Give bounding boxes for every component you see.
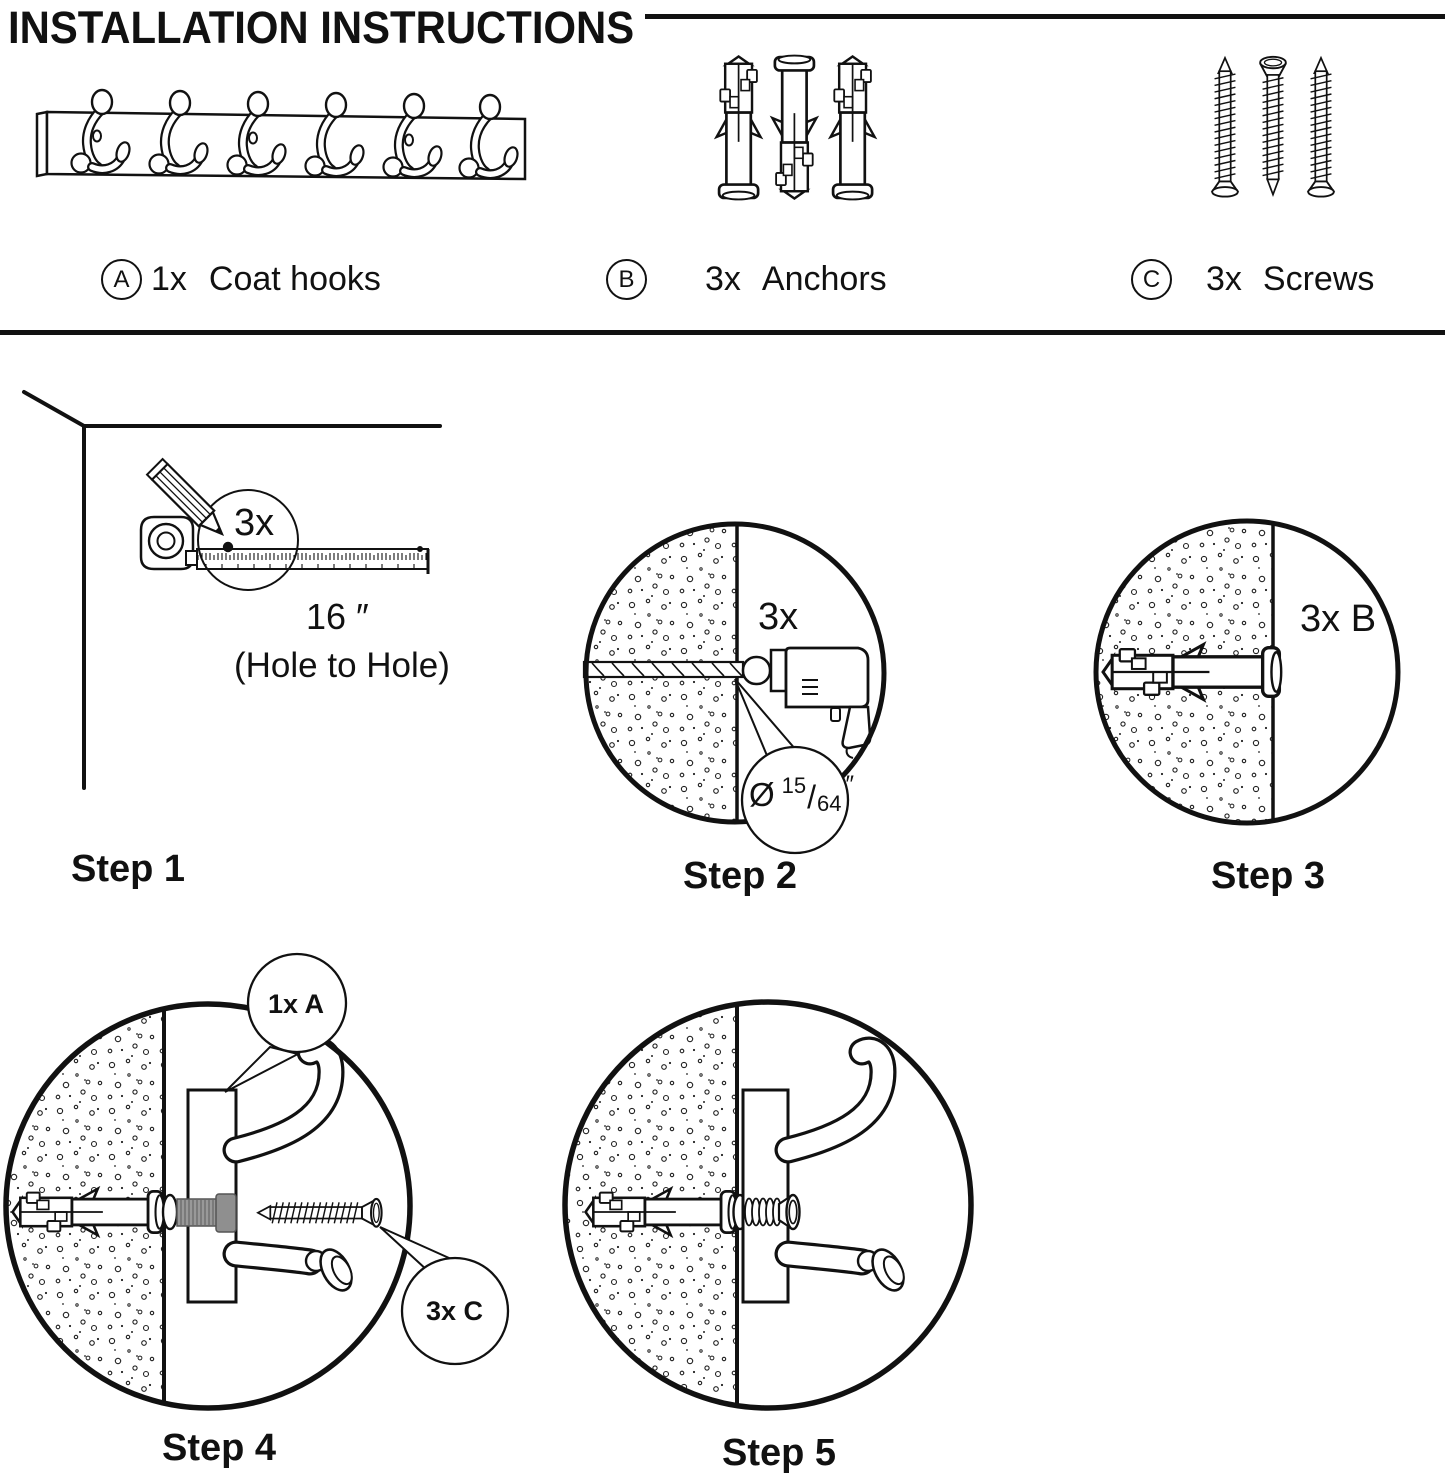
- pencil-mark-dot: [223, 542, 233, 552]
- anchors-icon: [717, 56, 875, 200]
- diameter-symbol: Ø: [749, 776, 775, 813]
- step4-label: Step 4: [162, 1427, 277, 1469]
- step1-note: (Hole to Hole): [234, 646, 450, 685]
- page-title: INSTALLATION INSTRUCTIONS: [8, 2, 635, 53]
- step3-illustration: [1096, 521, 1398, 823]
- step1-distance: 16 ″: [306, 596, 369, 637]
- part-badge-c: C: [1131, 259, 1172, 300]
- part-badge-a: A: [101, 259, 142, 300]
- step1-label: Step 1: [71, 848, 186, 890]
- screws-icon: [1212, 57, 1334, 197]
- step4-callout-part-a: 1x A: [268, 989, 325, 1019]
- diameter-denominator: 64: [817, 791, 842, 816]
- rack-board: [743, 1090, 788, 1302]
- screw-icon: [1260, 57, 1286, 195]
- part-label-anchors: [606, 259, 887, 300]
- anchor-icon: [717, 56, 761, 199]
- part-name: Screws: [1262, 260, 1375, 298]
- anchor-icon: [772, 56, 816, 199]
- diameter-slash: /: [807, 779, 817, 815]
- part-qty: 1x: [151, 260, 187, 298]
- anchor-icon: [831, 56, 875, 199]
- screw-icon: [1212, 58, 1238, 197]
- screw-driven-icon: [745, 1195, 800, 1229]
- tape-measure-icon: [141, 517, 428, 574]
- step4-illustration: [6, 954, 508, 1408]
- step3-count: 3x B: [1300, 598, 1377, 640]
- screw-shank-gray: [177, 1194, 236, 1232]
- section-divider: [0, 330, 1445, 335]
- part-name: Coat hooks: [208, 260, 381, 298]
- step3-label: Step 3: [1211, 855, 1326, 897]
- step2-drill-diameter: [749, 771, 855, 816]
- part-qty: 3x: [1206, 260, 1242, 298]
- part-badge-b: B: [606, 259, 647, 300]
- screw-icon: [1308, 58, 1334, 197]
- coat-hooks-rack-icon: [37, 90, 525, 179]
- step2-label: Step 2: [683, 855, 798, 897]
- wall-corner-icon: [24, 392, 440, 788]
- part-name: Anchors: [761, 260, 887, 298]
- part-label-coat-hooks: [101, 259, 381, 300]
- step5-label: Step 5: [722, 1432, 837, 1474]
- step2-count: 3x: [758, 596, 799, 638]
- diameter-unit: ″: [845, 771, 855, 798]
- drill-bit-icon: [584, 662, 743, 677]
- step1-count: 3x: [234, 502, 275, 544]
- second-mark-dot: [417, 546, 423, 552]
- diameter-numerator: 15: [781, 773, 807, 798]
- step4-callout-part-c: 3x C: [426, 1296, 484, 1326]
- step1-illustration: [24, 392, 440, 788]
- step5-illustration: [565, 1002, 971, 1408]
- anchor-collar: [163, 1195, 177, 1229]
- part-label-screws: [1131, 259, 1374, 300]
- part-qty: 3x: [705, 260, 741, 298]
- title-rule: [645, 14, 1445, 19]
